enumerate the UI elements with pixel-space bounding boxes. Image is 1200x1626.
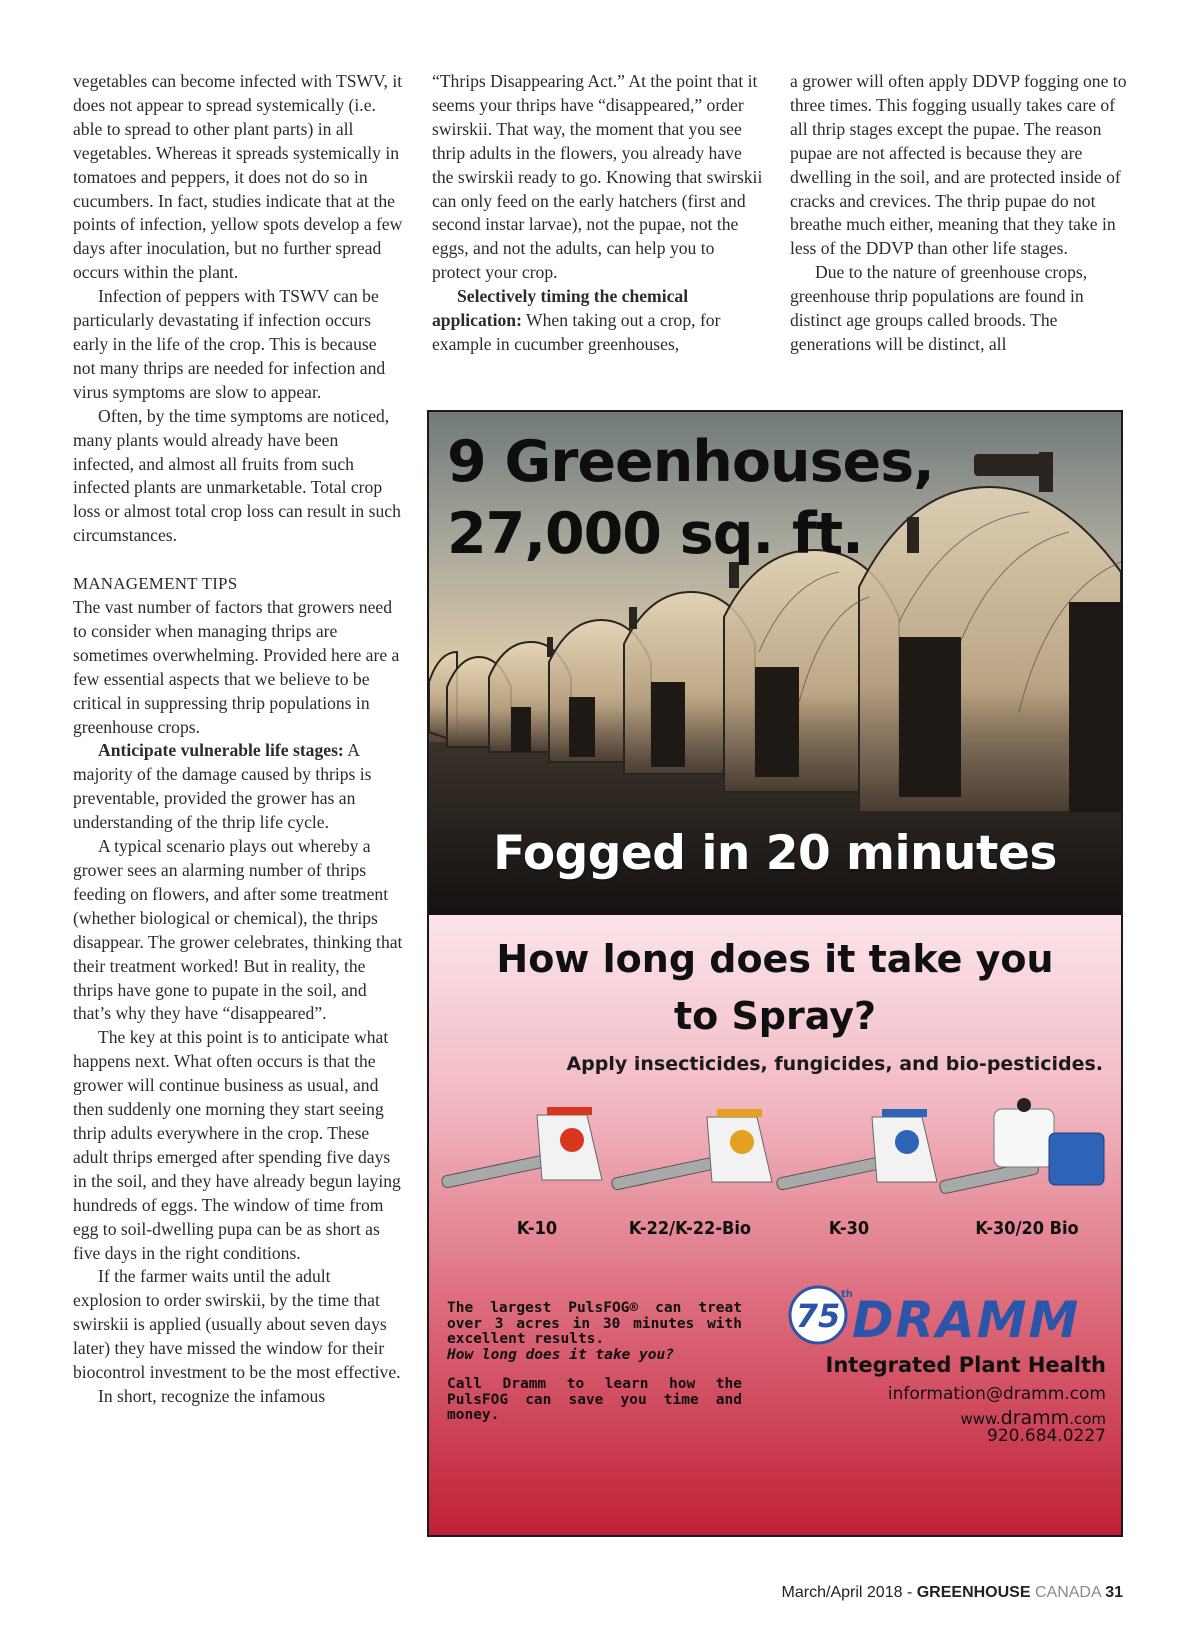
dramm-advertisement: [427, 410, 1123, 1537]
paragraph: The key at this point is to anticipate what happens next. What often occurs is that the grower will continue business as usual, and then suddenly one morning they start seeing thrip adults everywhere in the crop. These adult thrips emerged after spending five days in the soil, and they have already begun laying hundreds of eggs. The window of time from egg to soil-dwelling pupa can be as short as five days in the right conditions.: [73, 1027, 401, 1263]
footer-canada: CANADA: [1030, 1584, 1106, 1601]
paragraph: “Thrips Disappearing Act.” At the point that it seems your thrips have “disappeared,” order swirskii. That way, the moment that you see thrip adults in the flowers, you already have the swirskii ready to go. Knowing that swirskii can only feed on the early hatchers (first and second instar larvae), not the pupae, not the eggs, and not the adults, can help you to protect your crop.: [432, 71, 763, 283]
paragraph: Due to the nature of greenhouse crops, greenhouse thrip populations are found in distinct age groups called broods. The generations will be distinct, all: [790, 262, 1088, 354]
paragraph: a grower will often apply DDVP fogging one to three times. This fogging usually takes care of all thrip stages except the pupae. The reason pupae are not affected is because they are dwelling in the soil, and are protected inside of cracks and crevices. The thrip pupae do not breathe much either, meaning that they take in less of the DDVP than other life stages.: [790, 71, 1127, 259]
headline-line: 9 Greenhouses,: [447, 429, 934, 495]
paragraph-text: A majority of the damage caused by thrips is preventable, provided the grower has an understanding of the thrip life cycle.: [73, 740, 372, 833]
logo-anniversary: 75: [795, 1297, 841, 1335]
ad-lower-panel: [429, 915, 1121, 1535]
paragraph-lead: Selectively timing the chemical application:: [432, 286, 689, 331]
paragraph: Infection of peppers with TSWV can be particularly devastating if infection occurs early in the life of the crop. This is because not many thrips are needed for infection and virus symptoms are slow to appear.: [73, 286, 386, 402]
model-label: K-10: [516, 1218, 558, 1239]
paragraph-text: When taking out a crop, for example in cucumber greenhouses,: [432, 310, 721, 354]
page-footer: [782, 1584, 1123, 1602]
paragraph: [73, 739, 403, 835]
article-column-2: [432, 70, 765, 357]
paragraph: If the farmer waits until the adult explosion to order swirskii, by the time that swirskii is applied (usually about seven days later) they have missed the window for their biocontrol investment to be the most effective.: [73, 1266, 401, 1383]
ad-claim: [447, 1301, 742, 1438]
web-suffix: .com: [1069, 1410, 1106, 1428]
fogger-k10-image: [437, 1095, 607, 1205]
fogger-k30-20-bio-image: [939, 1095, 1114, 1205]
paragraph: Often, by the time symptoms are noticed, many plants would already have been infected, and almost all fruits from such infected plants are unmarketable. Total crop loss or almost total crop loss can result in such circumstances.: [73, 405, 401, 546]
paragraph-lead: Anticipate vulnerable life stages:: [98, 740, 344, 761]
ad-phone: 920.684.0227: [987, 1426, 1106, 1446]
model-label: K-30: [828, 1218, 870, 1239]
section-heading: MANAGEMENT TIPS: [73, 574, 238, 594]
paragraph: vegetables can become infected with TSWV, it does not appear to spread systemically (i.e. able to spread to other plant parts) in all vegetables. Whereas it spreads systemically in tomatoes and peppers, it does not do so in cucumbers. In fact, studies indicate that at the points of infection, yellow spots develop a few days after inoculation, but no further spread occurs within the plant.: [73, 71, 403, 283]
paragraph: In short, recognize the infamous: [98, 1385, 326, 1406]
ad-headline: [447, 426, 934, 570]
footer-issue: March/April 2018 -: [781, 1584, 917, 1601]
paragraph: The vast number of factors that growers need to consider when managing thrips are sometimes overwhelming. Provided here are a few essential aspects that we believe to be critical in suppressing thrip populations in greenhouse crops.: [73, 597, 400, 737]
ad-question: [469, 931, 1081, 1045]
page-number: 31: [1105, 1584, 1123, 1601]
greenhouse-photo: [429, 412, 1121, 915]
ad-email: information@dramm.com: [887, 1384, 1106, 1404]
headline-line: 27,000 sq. ft.: [447, 501, 863, 567]
article-column-1: [73, 70, 403, 1409]
question-line: to Spray?: [673, 994, 877, 1038]
ad-apply-text: Apply insecticides, fungicides, and bio-pesticides.: [566, 1053, 1103, 1075]
footer-publication: GREENHOUSE: [916, 1584, 1031, 1601]
paragraph: A typical scenario plays out whereby a grower sees an alarming number of thrips feeding on flowers, and after some treatment (whether biological or chemical), the thrips disappear. The grower celebrates, thinking that their treatment worked! But in reality, the thrips have gone to pupate in the soil, and that’s why they have “disappeared”.: [73, 836, 403, 1024]
model-label: K-30/20 Bio: [975, 1218, 1079, 1239]
fogger-k22-image: [607, 1095, 777, 1205]
web-prefix: www.: [960, 1410, 1001, 1428]
ad-tagline: Integrated Plant Health: [825, 1353, 1106, 1377]
paragraph: [432, 285, 765, 357]
web-main: dramm: [1000, 1407, 1070, 1429]
article-column-3: [790, 70, 1127, 357]
logo-brand: DRAMM: [852, 1291, 1081, 1349]
claim-question: How long does it take you?: [447, 1346, 674, 1363]
fogged-time-text: Fogged in 20 minutes: [493, 826, 1057, 881]
logo-anniversary-suffix: th: [841, 1289, 853, 1300]
question-line: How long does it take you: [496, 937, 1054, 981]
claim-text: The largest PulsFOG® can treat over 3 acres in 30 minutes with excellent results.: [447, 1300, 742, 1347]
claim-paragraph: [447, 1301, 742, 1363]
fogger-k30-image: [772, 1095, 942, 1205]
call-to-action: Call Dramm to learn how the PulsFOG can save you time and money.: [447, 1376, 742, 1423]
model-label: K-22/K-22-Bio: [628, 1218, 752, 1239]
dramm-logo: [786, 1281, 1106, 1351]
